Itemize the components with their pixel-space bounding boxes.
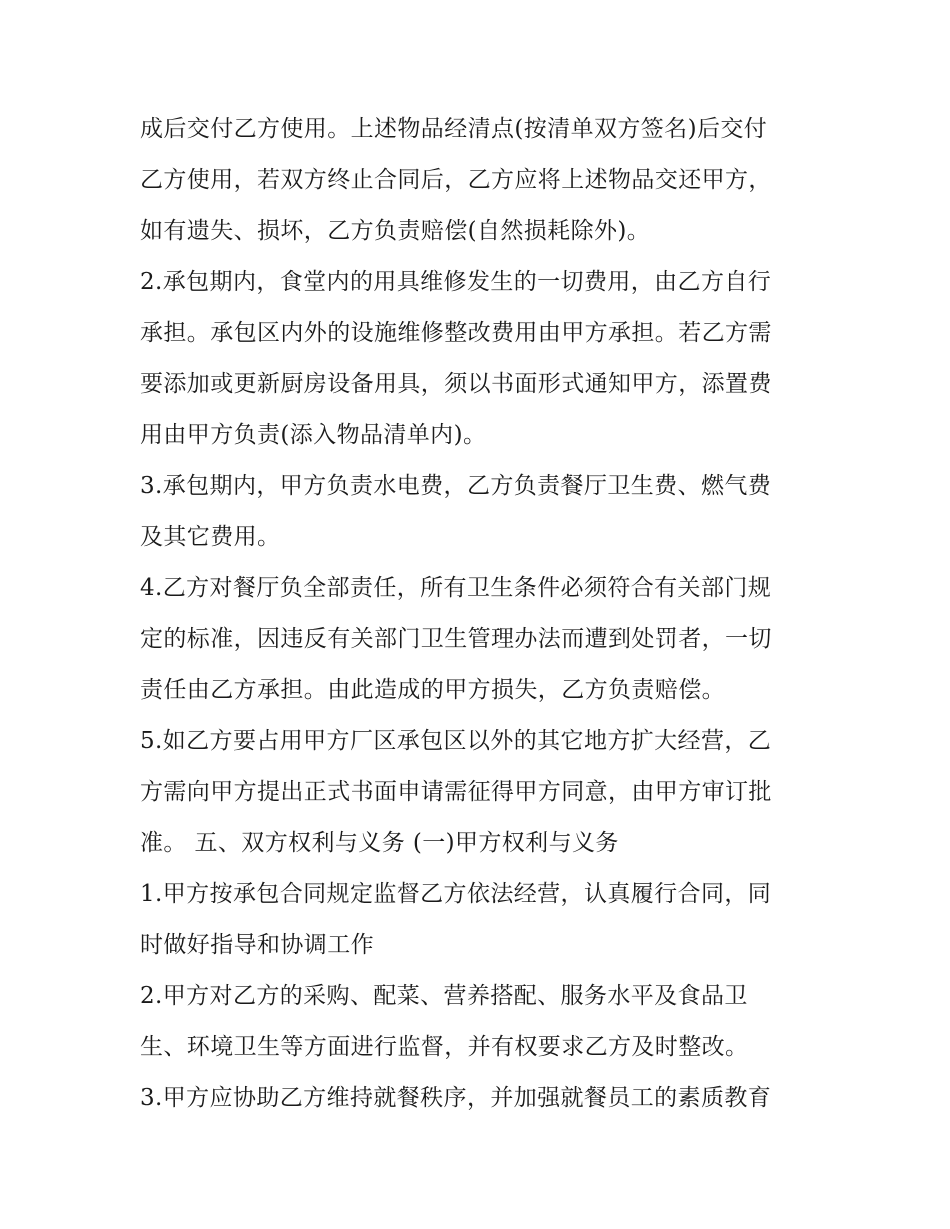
contract-text [140, 104, 820, 1124]
text-line: 5.如乙方要占用甲方厂区承包区以外的其它地方扩大经营，乙 [140, 728, 772, 754]
text-line: 生、环境卫生等方面进行监督，并有权要求乙方及时整改。 [140, 1034, 749, 1060]
text-line: 及其它费用。 [140, 524, 281, 550]
text-line: 如有遗失、损坏，乙方负责赔偿(自然损耗除外)。 [140, 218, 651, 244]
text-line: 要添加或更新厨房设备用具，须以书面形式通知甲方，添置费 [140, 371, 772, 397]
text-line: 成后交付乙方使用。上述物品经清点(按清单双方签名)后交付 [140, 116, 768, 142]
text-line: 定的标准，因违反有关部门卫生管理办法而遭到处罚者，一切 [140, 626, 772, 652]
text-line: 4.乙方对餐厅负全部责任，所有卫生条件必须符合有关部门规 [140, 575, 772, 601]
text-line: 方需向甲方提出正式书面申请需征得甲方同意，由甲方审订批 [140, 779, 772, 805]
text-line: 乙方使用，若双方终止合同后，乙方应将上述物品交还甲方， [140, 167, 772, 193]
text-line: 用由甲方负责(添入物品清单内)。 [140, 422, 487, 448]
text-line: 时做好指导和协调工作 [140, 932, 374, 958]
text-line: 2.承包期内，食堂内的用具维修发生的一切费用，由乙方自行 [140, 269, 772, 295]
text-line: 准。 五、双方权利与义务 (一)甲方权利与义务 [140, 830, 619, 856]
text-line: 承担。承包区内外的设施维修整改费用由甲方承担。若乙方需 [140, 320, 772, 346]
text-line: 责任由乙方承担。由此造成的甲方损失，乙方负责赔偿。 [140, 677, 725, 703]
text-line: 3.承包期内，甲方负责水电费，乙方负责餐厅卫生费、燃气费 [140, 473, 772, 499]
text-line: 1.甲方按承包合同规定监督乙方依法经营，认真履行合同，同 [140, 881, 772, 907]
text-line: 2.甲方对乙方的采购、配菜、营养搭配、服务水平及食品卫 [140, 983, 748, 1009]
text-line: 3.甲方应协助乙方维持就餐秩序，并加强就餐员工的素质教育 [140, 1085, 772, 1111]
